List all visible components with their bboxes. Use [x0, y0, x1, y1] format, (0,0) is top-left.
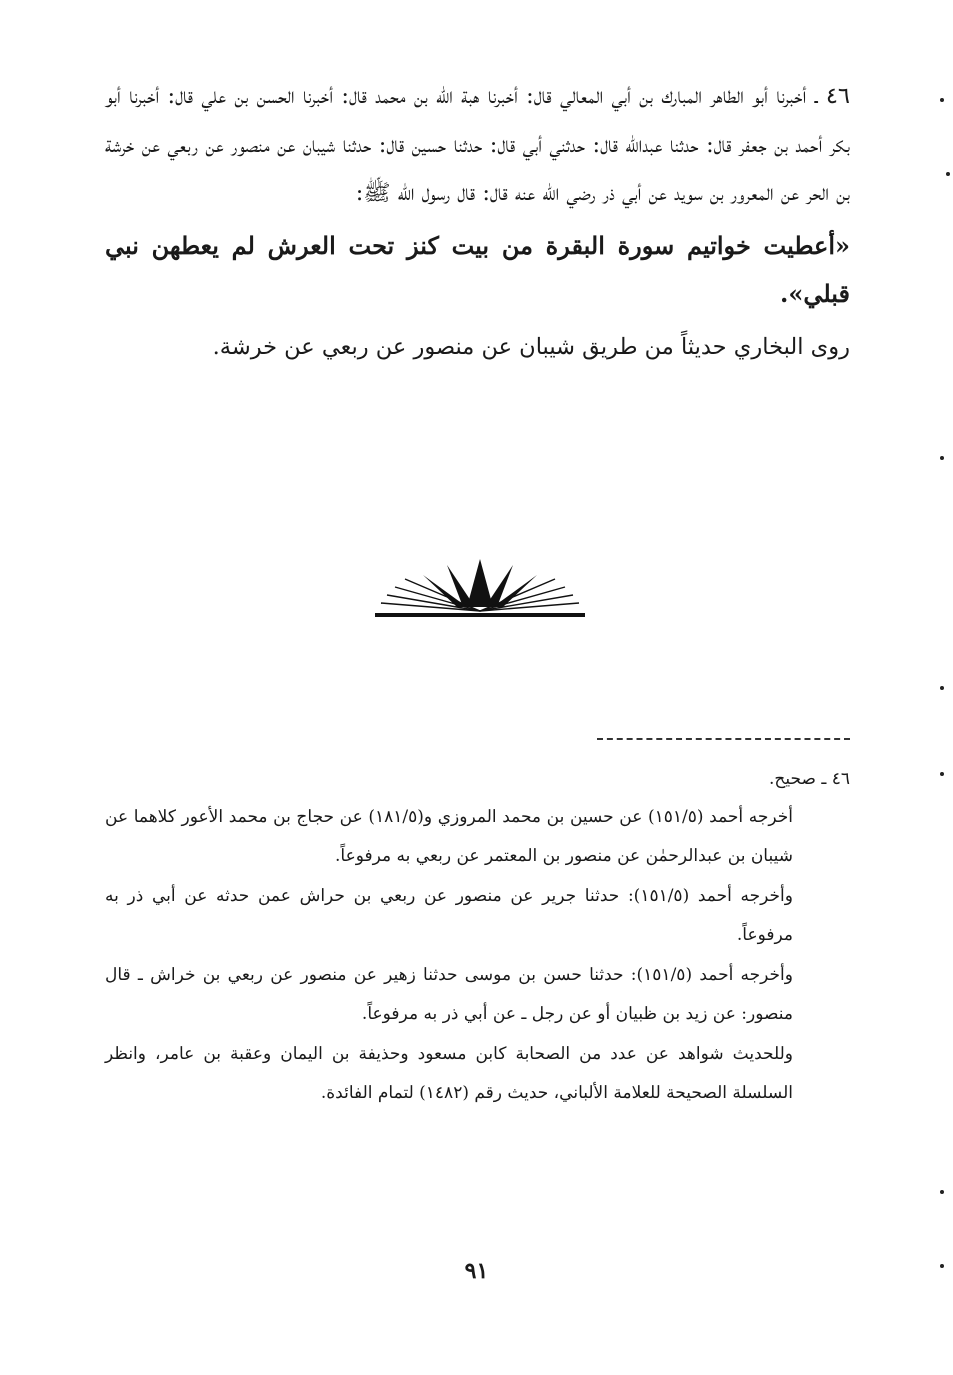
- footnotes: [105, 798, 793, 1112]
- footnote-paragraph: وللحديث شواهد عن عدد من الصحابة كابن مسعود وحذيفة بن اليمان وعقبة بن عامر، وانظر السلسلة الصحيحة للعلامة الألباني، حديث رقم (١٤٨٢) لتمام الفائدة.: [105, 1044, 793, 1103]
- margin-dot: [940, 772, 944, 776]
- hadith-text: ٤٦ ـ أخبرنا أبو الطاهر المبارك بن أبي المعالي قال: أخبرنا هبة الله بن محمد قال: أخبرنا الحسن بن علي قال: أخبرنا أبو بكر أحمد بن جعفر قال: حدثنا عبدالله قال: حدثني أبي قال: حدثنا حسين قال: حدثنا شيبان عن منصور عن ربعي عن خرشة بن الحر عن المعرور بن سويد عن أبي ذر رضي الله عنه قال: قال رسول الله ﷺ:: [105, 83, 850, 206]
- footnote-heading: ٤٦ ـ صحيح.: [769, 769, 850, 789]
- footnote-divider: [597, 738, 850, 740]
- riwaya-note: روى البخاري حديثاً من طريق شيبان عن منصور عن ربعي عن خرشة.: [212, 333, 850, 360]
- margin-dot: [940, 456, 944, 460]
- footnote-paragraph: وأخرجه أحمد (١٥١/٥): حدثنا حسن بن موسى حدثنا زهير عن منصور عن ربعي بن خراش ـ قال منصور: عن زيد بن ظبيان أو عن رجل ـ عن أبي ذر به مرفوعاً.: [105, 965, 793, 1024]
- margin-dot: [940, 1190, 944, 1194]
- footnote-paragraph: أخرجه أحمد (١٥١/٥) عن حسين بن محمد المروزي و(١٨١/٥) عن حجاج بن محمد الأعور كلاهما عن شيبان بن عبدالرحمٰن عن منصور بن المعتمر عن ربعي به مرفوعاً.: [105, 807, 793, 866]
- hadith-quote: «أعطيت خواتيم سورة البقرة من بيت كنز تحت العرش لم يعطهن نبي قبلي».: [105, 230, 850, 308]
- margin-dot: [946, 172, 950, 176]
- footnote-paragraph: وأخرجه أحمد (١٥١/٥): حدثنا جرير عن منصور عن ربعي بن حراش عمن حدثه عن أبي ذر به مرفوعاً.: [105, 886, 793, 945]
- main-text: [105, 72, 850, 371]
- margin-dot: [940, 686, 944, 690]
- margin-dot: [940, 98, 944, 102]
- page-number: ٩١: [464, 1258, 489, 1284]
- margin-dot: [940, 1264, 944, 1268]
- sunburst-ornament-icon: [375, 555, 585, 619]
